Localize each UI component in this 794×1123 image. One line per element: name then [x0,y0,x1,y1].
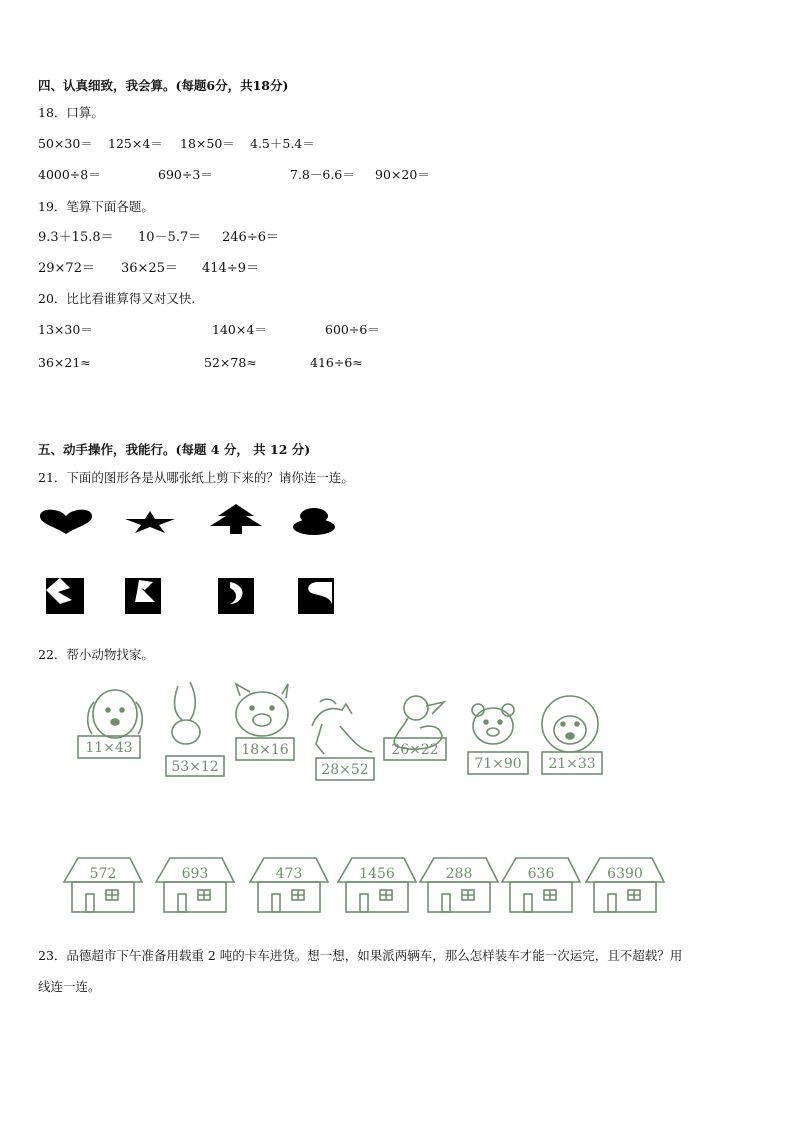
animal-expr: 21×33 [548,756,596,772]
q18-item: 690÷3＝ [158,167,213,182]
section-5-heading: 五、动手操作，我能行。(每题 4 分， 共 12 分) [38,442,311,457]
q19-title: 19．笔算下面各题。 [38,199,154,214]
cut-paper-4-icon [298,578,334,614]
animal-expr: 28×52 [321,762,369,778]
house-number: 572 [89,866,117,882]
q19-item: 36×25＝ [121,261,178,276]
animal-expr: 26×22 [391,742,439,758]
q18-item: 4.5＋5.4＝ [250,136,315,151]
q20-item: 52×78≈ [204,355,257,370]
animal-expr: 18×16 [241,742,289,758]
q20-item: 13×30＝ [38,322,93,337]
q19-item: 414÷9＝ [202,261,259,276]
q20-item: 416÷6≈ [310,355,363,370]
house-number: 6390 [607,866,643,882]
animals-illustration [60,680,620,790]
q18-item: 7.8－6.6＝ [290,167,355,182]
heart-icon [38,508,94,536]
q20-title: 20．比比看谁算得又对又快． [38,291,204,306]
q23-line2: 线连一连。 [38,979,101,994]
cut-paper-1-icon [46,578,84,614]
q19-item: 9.3＋15.8＝ [38,230,114,245]
house-number: 473 [275,866,303,882]
q18-item: 18×50＝ [180,136,235,151]
house-number: 693 [181,866,209,882]
animal-expr: 71×90 [474,756,522,772]
q19-item: 246÷6＝ [222,230,279,245]
house-number: 288 [445,866,473,882]
q20-item: 36×21≈ [38,355,91,370]
section-4-heading: 四、认真细致，我会算。(每题6分，共18分) [38,78,289,93]
q23-line1: 23．品德超市下午准备用载重 2 吨的卡车进货。想一想，如果派两辆车，那么怎样装车才能一次运完，且不超载？用 [38,948,683,963]
q20-item: 140×4＝ [212,322,267,337]
houses-illustration [58,850,668,920]
cut-paper-2-icon [125,578,161,614]
q22-title: 22．帮小动物找家。 [38,647,154,662]
q18-title: 18．口算。 [38,105,104,120]
q21-title: 21．下面的图形各是从哪张纸上剪下来的？请你连一连。 [38,470,354,485]
house-number: 1456 [359,866,395,882]
cut-paper-3-icon [218,578,254,614]
q19-item: 29×72＝ [38,261,95,276]
star-icon [124,510,176,534]
animal-expr: 11×43 [85,740,133,756]
q18-item: 125×4＝ [108,136,163,151]
q19-item: 10－5.7＝ [138,230,202,245]
q18-item: 4000÷8＝ [38,167,101,182]
q18-item: 90×20＝ [375,167,430,182]
animal-expr: 53×12 [171,759,219,775]
tree-icon [208,504,264,534]
q18-item: 50×30＝ [38,136,93,151]
gourd-icon [292,507,336,535]
house-number: 636 [527,866,555,882]
q20-item: 600÷6＝ [325,322,380,337]
